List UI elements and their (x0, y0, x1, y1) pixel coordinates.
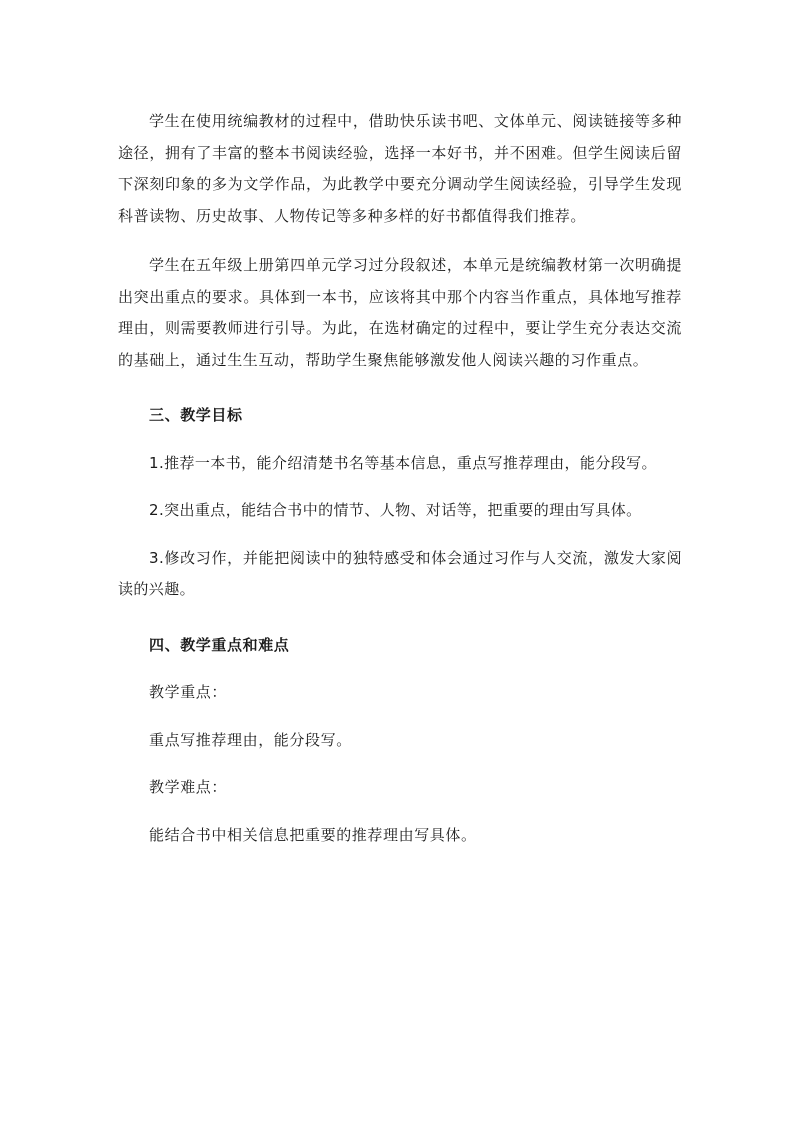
goal-item-1: 1.推荐一本书，能介绍清楚书名等基本信息，重点写推荐理由，能分段写。 (149, 453, 657, 472)
paragraph-reading-experience: 学生在使用统编教材的过程中，借助快乐读书吧、文体单元、阅读链接等多种途径，拥有了丰富的整本书阅读经验，选择一本好书，并不困难。但学生阅读后留下深刻印象的多为文学作品，为此教学中要充分调动学生阅读经验，引导学生发现科普读物、历史故事、人物传记等多种多样的好书都值得我们推荐。 (118, 112, 682, 225)
teaching-difficulty-text: 能结合书中相关信息把重要的推荐理由写具体。 (149, 825, 477, 844)
document-body (118, 106, 682, 851)
paragraph-highlight-focus: 学生在五年级上册第四单元学习过分段叙述，本单元是统编教材第一次明确提出突出重点的要求。具体到一本书，应该将其中那个内容当作重点，具体地写推荐理由，则需要教师进行引导。为此，在选材确定的过程中，要让学生充分表达交流的基础上，通过生生互动，帮助学生聚焦能够激发他人阅读兴趣的习作重点。 (118, 256, 682, 369)
goal-item-2: 2.突出重点，能结合书中的情节、人物、对话等，把重要的理由写具体。 (149, 501, 642, 519)
teaching-difficulty-label: 教学难点： (149, 778, 228, 796)
teaching-focus-label: 教学重点： (149, 683, 228, 701)
goal-item-3: 3.修改习作，并能把阅读中的独特感受和体会通过习作与人交流，激发大家阅读的兴趣。 (118, 548, 682, 598)
section-heading-teaching-goals: 三、教学目标 (149, 406, 243, 424)
section-heading-key-points: 四、教学重点和难点 (149, 635, 290, 654)
teaching-focus-text: 重点写推荐理由，能分段写。 (149, 730, 352, 749)
